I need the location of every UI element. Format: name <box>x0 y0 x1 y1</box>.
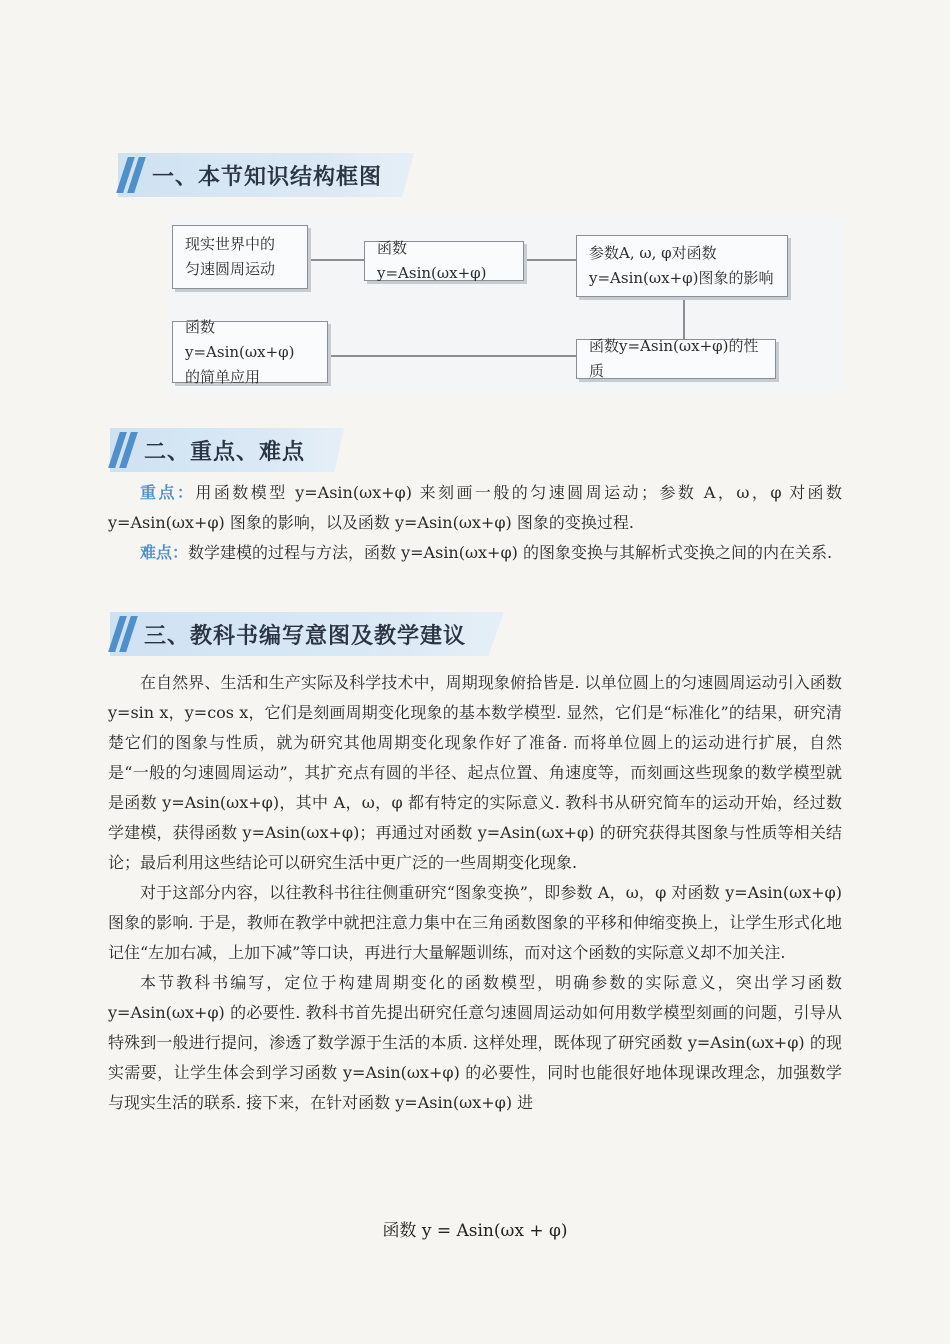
body-text <box>108 668 842 1118</box>
body-paragraph-3: 本节教科书编写，定位于构建周期变化的函数模型，明确参数的实际意义，突出学习函数 y=Asin(ωx+φ) 的必要性. 教科书首先提出研究任意匀速圆周运动如何用数学模型刻画的问题，引导从特殊到一般进行提问，渗透了数学源于生活的本质. 这样处理，既体现了研究函数 y=Asin(ωx+φ) 的现实需要，让学生体会到学习函数 y=Asin(ωx+φ) 的必要性，同时也能很好地体现课改理念，加强数学与现实生活的联系. 接下来，在针对函数 y=Asin(ωx+φ) 进 <box>108 973 842 1112</box>
section-marker-icon <box>110 612 144 656</box>
difficult-points <box>108 538 842 568</box>
key-label: 重点： <box>140 483 196 502</box>
section-1-header <box>118 153 382 197</box>
section-marker-icon <box>118 153 152 197</box>
key-points <box>108 478 842 538</box>
section-marker-icon <box>110 428 144 472</box>
section-1-title: 一、本节知识结构框图 <box>152 164 383 190</box>
difficult-text: 数学建模的过程与方法，函数 y=Asin(ωx+φ) 的图象变换与其解析式变换之间的内在关系. <box>188 543 833 562</box>
section-3-title: 三、教科书编写意图及教学建议 <box>144 623 467 649</box>
diagram-box-properties: 函数y=Asin(ωx+φ)的性质 <box>576 339 776 379</box>
key-text: 用函数模型 y=Asin(ωx+φ) 来刻画一般的匀速圆周运动；参数 A，ω，φ 对函数 y=Asin(ωx+φ) 图象的影响，以及函数 y=Asin(ωx+φ) 图象的变换过程. <box>108 483 842 532</box>
section-2-header <box>110 428 305 472</box>
page-footer: 函数 y = Asin(ωx + φ) <box>382 1221 568 1241</box>
body-paragraph-2: 对于这部分内容，以往教科书往往侧重研究“图象变换”，即参数 A，ω，φ 对函数 y=Asin(ωx+φ) 图象的影响. 于是，教师在教学中就把注意力集中在三角函数图象的平移和伸缩变换上，让学生形式化地记住“左加右减，上加下减”等口诀，再进行大量解题训练，而对这个函数的实际意义却不加关注. <box>108 883 842 962</box>
section-2-title: 二、重点、难点 <box>144 439 306 465</box>
difficult-label: 难点： <box>140 543 189 562</box>
diagram-box-application: 函数y=Asin(ωx+φ) 的简单应用 <box>172 321 328 383</box>
body-paragraph-1: 在自然界、生活和生产实际及科学技术中，周期现象俯拾皆是. 以单位圆上的匀速圆周运动引入函数 y=sin x，y=cos x，它们是刻画周期变化现象的基本数学模型. 显然，它们是“标准化”的结果，研究清楚它们的图象与性质，就为研究其他周期变化现象作好了准备. 而将单位圆上的运动进行扩展，自然是“一般的匀速圆周运动”，其扩充点有圆的半径、起点位置、角速度等，而刻画这些现象的数学模型就是函数 y=Asin(ωx+φ)，其中 A，ω，φ 都有特定的实际意义. 教科书从研究简车的运动开始，经过数学建模，获得函数 y=Asin(ωx+φ)；再通过对函数 y=Asin(ωx+φ) 的研究获得其图象与性质等相关结论；最后利用这些结论可以研究生活中更广泛的一些周期变化现象. <box>108 673 842 872</box>
diagram-box-function: 函数y=Asin(ωx+φ) <box>364 241 524 281</box>
diagram-box-real-world: 现实世界中的 匀速圆周运动 <box>172 225 308 289</box>
diagram-box-parameters: 参数A, ω, φ对函数 y=Asin(ωx+φ)图象的影响 <box>576 235 788 297</box>
knowledge-structure-diagram <box>168 215 844 395</box>
section-3-header <box>110 612 466 656</box>
